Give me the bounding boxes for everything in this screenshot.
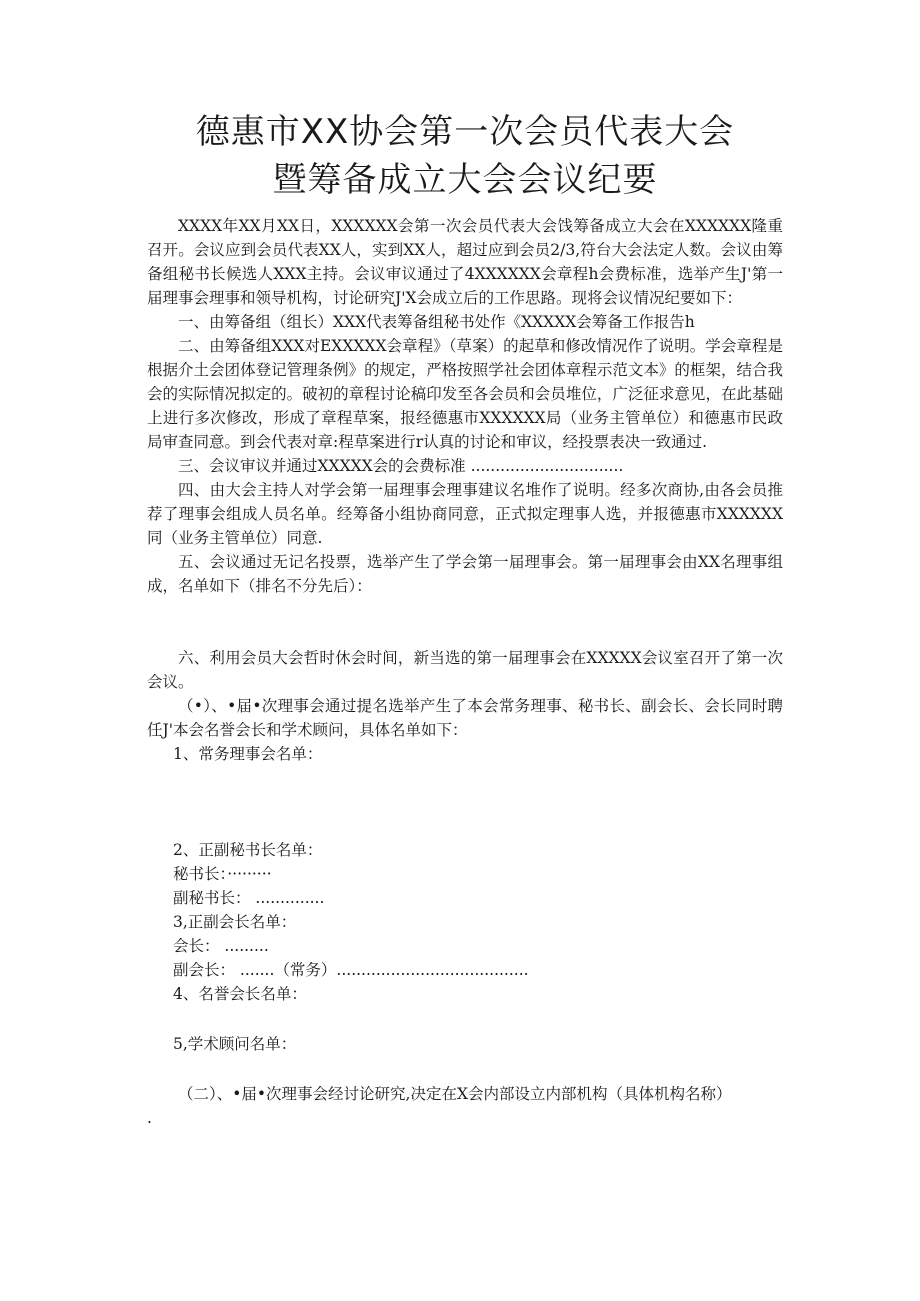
intro-paragraph: XXXX年XX月XX日，XXXXXX会第一次会员代表大会饯筹备成立大会在XXXXXX隆重召开。会议应到会员代表XX人，实到XX人，超过应到会员2/3,符台大会法定人数。会议由筹备组秘书长候选人XXX主持。会议审议通过了4XXXXXX会章程h会费标准，选举产生J'第一届理事会理事和领导机构，讨论研究J'X会成立后的工作思路。现将会议情况纪要如下： xyxy=(147,217,783,307)
vice-secretary-line: 副秘书长： .............. xyxy=(173,889,325,907)
president-line: 会长： ......... xyxy=(173,937,269,955)
item-6: 六、利用会员大会哲时休会时间，新当选的第一届理事会在XXXXX会议室召开了第一次会议。 xyxy=(147,649,783,691)
title-block xyxy=(147,108,783,204)
item-3: 三、会议审议并通过XXXXX会的会费标准 ............................... xyxy=(178,457,624,475)
list-2-heading: 2、正副秘书长名单： xyxy=(173,841,323,859)
item-4: 四、由大会主持人对学会第一届理事会理事建议名堆作了说明。经多次商协,由各会员推荐了理事会组成人员名单。经筹备小组协商同意，正式拟定理事人选，并报德惠市XXXXXX同（业务主管单位）同意. xyxy=(147,481,783,547)
list-5-heading: 5,学术顾问名单： xyxy=(173,1035,297,1053)
doc-title-line1: 德惠市XX协会第一次会员代表大会 xyxy=(195,112,735,152)
item-6-1: （•）、•届•次理事会通过提名选举产生了本会常务理事、秘书长、副会长、会长同时聘任J'本会名誉会长和学术顾问，具体名单如下： xyxy=(147,697,783,739)
item-1: 一、由筹备组（组长）XXX代表筹备组秘书处作《XXXXX会筹备工作报告h xyxy=(178,313,695,331)
vice-president-line: 副会长： .......（常务）....................................... xyxy=(173,961,529,979)
secretary-line: 秘书长：········· xyxy=(173,865,272,883)
blank-space xyxy=(147,1006,783,1032)
item-2: 二、由筹备组XXX对EXXXXX会章程》（草案）的起草和修改情况作了说明。学会章程是根据介土会团体登记管理条例》的规定，严格按照学社会团体章程示范文本》的框架，结合我会的实际情况拟定的。破初的章程讨论稿印发至各会员和会员堆位，广泛征求意见，在此基础上进行多次修改，形成了章程草案，报经德惠市XXXXXX局（业务主管单位）和德惠市民政局审查同意。到会代表对章:程草案进行r认真的讨论和审议，经投票表决一致通过. xyxy=(147,337,783,451)
trailing-mark: . xyxy=(147,1109,152,1127)
item-6-2: （二）、•届•次理事会经讨论研究,决定在X会内部设立内部机构（具体机构名称） xyxy=(178,1085,732,1103)
list-1-heading: 1、常务理事会名单： xyxy=(173,745,323,763)
item-5: 五、会议通过无记名投票，选举产生了学会第一届理事会。第一届理事会由XX名理事组成，名单如下（排名不分先后）： xyxy=(147,553,783,595)
blank-space xyxy=(147,766,783,838)
list-4-heading: 4、名誉会长名单： xyxy=(173,985,307,1003)
list-3-heading: 3,正副会长名单： xyxy=(173,913,297,931)
blank-space xyxy=(147,598,783,646)
blank-space xyxy=(147,1056,783,1082)
doc-title-line2: 暨筹备成立大会会议纪要 xyxy=(272,160,658,200)
